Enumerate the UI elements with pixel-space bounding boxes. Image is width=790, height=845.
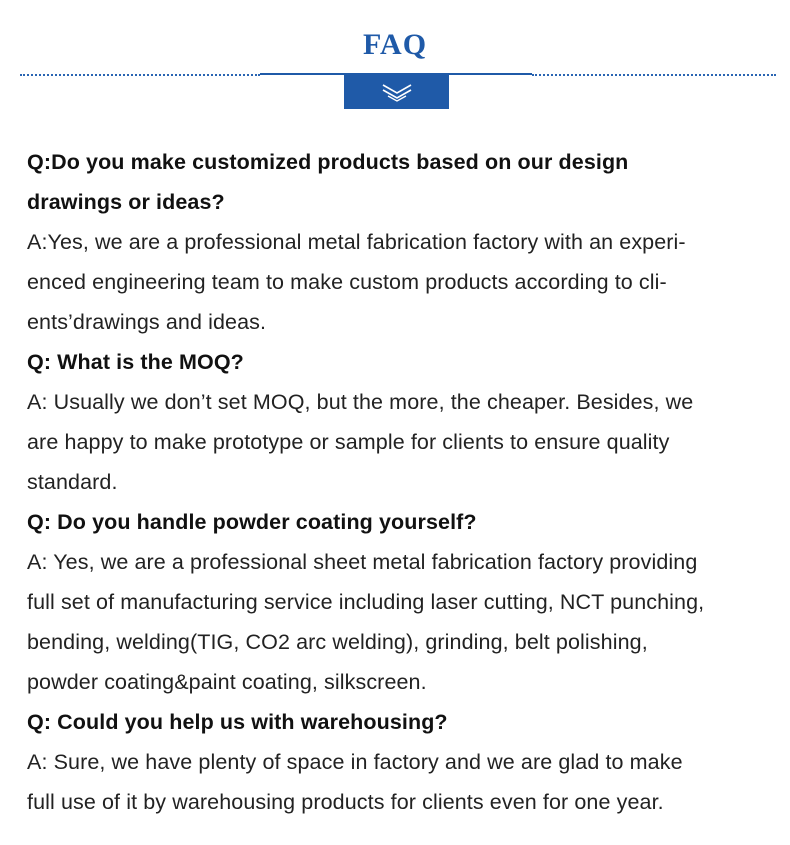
dotted-divider-right [532,74,776,76]
faq-answer-line: enced engineering team to make custom products according to cli- [27,270,667,294]
faq-question-line: Q:Do you make customized products based on our design [27,150,629,174]
faq-item [27,342,787,502]
faq-answer-line: standard. [27,470,118,494]
faq-answer-line: A: Usually we don’t set MOQ, but the more, the cheaper. Besides, we [27,390,694,414]
faq-answer-line: full use of it by warehousing products for clients even for one year. [27,790,664,814]
faq-answer-line: A: Yes, we are a professional sheet metal fabrication factory providing [27,550,698,574]
faq-item [27,142,787,342]
dotted-divider-left [20,74,260,76]
faq-header [0,0,790,120]
faq-item [27,502,787,702]
faq-answer-line: bending, welding(TIG, CO2 arc welding), grinding, belt polishing, [27,630,648,654]
faq-question-line: drawings or ideas? [27,190,225,214]
faq-question-line: Q: What is the MOQ? [27,350,244,374]
faq-answer-line: powder coating&paint coating, silkscreen. [27,670,427,694]
faq-answer-line: are happy to make prototype or sample for clients to ensure quality [27,430,670,454]
faq-question-line: Q: Do you handle powder coating yourself? [27,510,477,534]
faq-answer-line: A: Sure, we have plenty of space in factory and we are glad to make [27,750,683,774]
page-title: FAQ [362,28,428,61]
faq-list [27,142,787,822]
faq-item [27,702,787,822]
faq-answer-line: ents’drawings and ideas. [27,310,267,334]
double-chevron-down-icon [380,82,414,102]
faq-answer-line: A:Yes, we are a professional metal fabrication factory with an experi- [27,230,686,254]
faq-question-line: Q: Could you help us with warehousing? [27,710,448,734]
faq-answer-line: full set of manufacturing service including laser cutting, NCT punching, [27,590,705,614]
chevron-badge [344,75,449,109]
